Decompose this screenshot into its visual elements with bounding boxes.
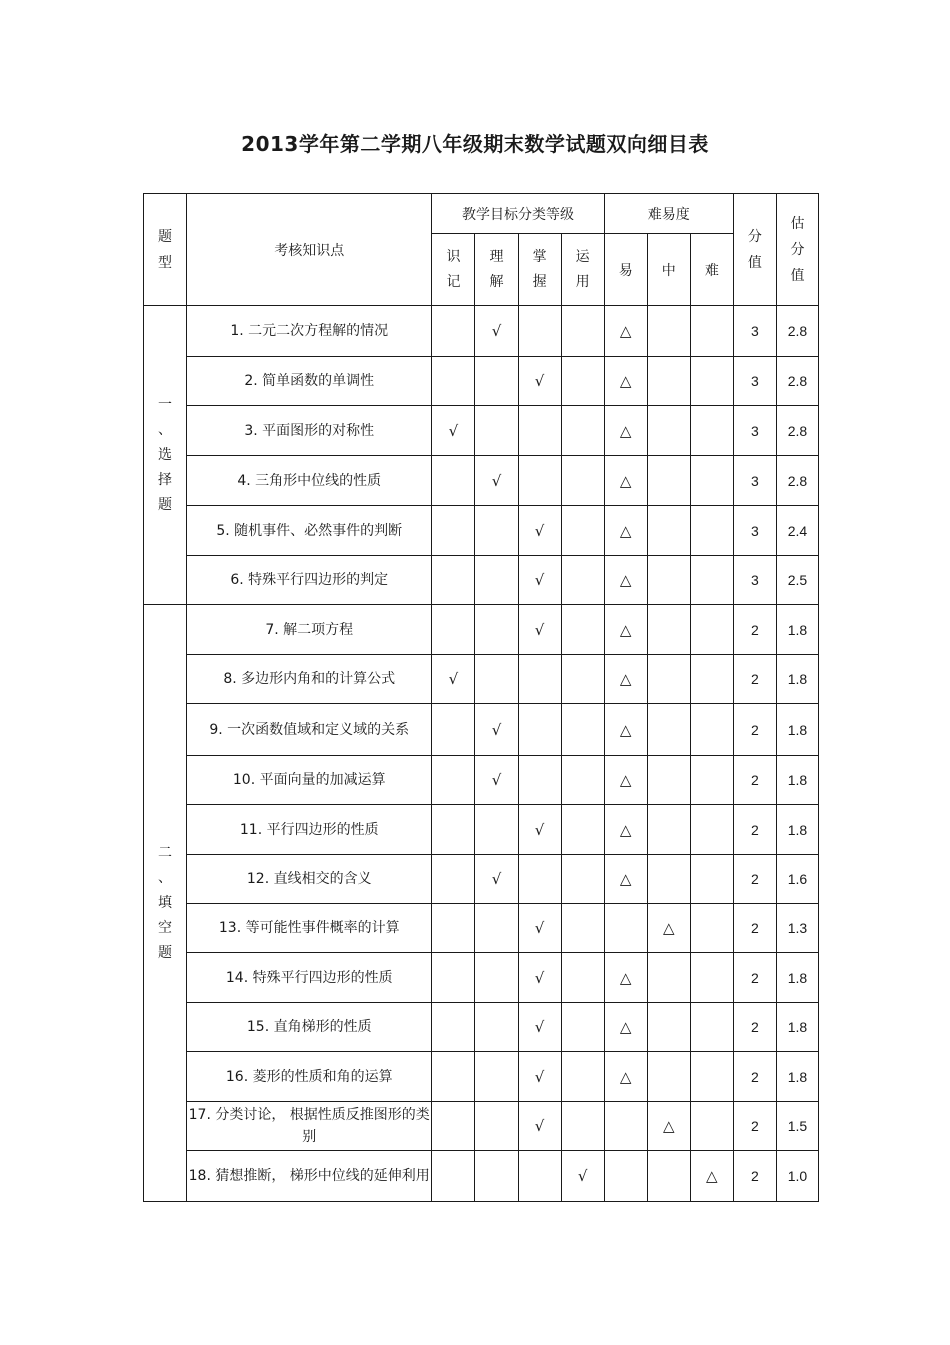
goal-cell (432, 1102, 475, 1151)
table-row (144, 1151, 819, 1202)
difficulty-cell (647, 953, 690, 1003)
topic-cell: 13. 等可能性事件概率的计算 (187, 904, 432, 953)
goal-cell (561, 1003, 604, 1052)
score-cell: 2 (733, 1151, 776, 1202)
goal-cell (432, 655, 475, 704)
estimated-cell: 2.8 (776, 406, 818, 456)
difficulty-cell (604, 406, 647, 456)
goal-cell (432, 357, 475, 406)
goal-cell (561, 357, 604, 406)
triangle-mark: △ (619, 670, 632, 688)
check-mark: √ (491, 322, 502, 340)
table-row (144, 306, 819, 357)
difficulty-cell (604, 306, 647, 357)
check-mark: √ (534, 1067, 545, 1086)
goal-cell (432, 904, 475, 953)
goal-cell (518, 805, 561, 855)
goal-cell (518, 1052, 561, 1102)
table-row (144, 805, 819, 855)
goal-cell (475, 704, 518, 756)
triangle-mark: △ (619, 1067, 632, 1086)
topic-cell: 10. 平面向量的加减运算 (187, 756, 432, 805)
triangle-mark: △ (619, 322, 632, 340)
goal-cell (475, 406, 518, 456)
difficulty-cell (647, 1102, 690, 1151)
section-label-cell (144, 605, 187, 1202)
topic-cell: 2. 简单函数的单调性 (187, 357, 432, 406)
check-mark: √ (534, 919, 545, 937)
estimated-cell: 2.8 (776, 357, 818, 406)
score-cell: 2 (733, 1052, 776, 1102)
goal-cell (561, 805, 604, 855)
difficulty-cell (604, 1052, 647, 1102)
topic-cell: 5. 随机事件、必然事件的判断 (187, 506, 432, 556)
header-knowledge: 考核知识点 (187, 194, 432, 306)
score-cell: 2 (733, 904, 776, 953)
check-mark: √ (534, 1117, 545, 1135)
estimated-cell: 1.8 (776, 605, 818, 655)
table-row (144, 756, 819, 805)
score-cell: 2 (733, 805, 776, 855)
header-score (733, 194, 776, 306)
difficulty-cell (647, 605, 690, 655)
header-score-text: 分 值 (747, 228, 762, 271)
header-goal-apply-text: 运 用 (575, 248, 590, 290)
goal-cell (475, 357, 518, 406)
goal-cell (561, 855, 604, 904)
difficulty-cell (604, 556, 647, 605)
topic-cell: 6. 特殊平行四边形的判定 (187, 556, 432, 605)
table-row (144, 1003, 819, 1052)
check-mark: √ (448, 421, 459, 440)
difficulty-cell (690, 306, 733, 357)
goal-cell (561, 605, 604, 655)
difficulty-cell (690, 1151, 733, 1202)
goal-cell (518, 704, 561, 756)
table-row (144, 904, 819, 953)
estimated-cell: 1.5 (776, 1102, 818, 1151)
triangle-mark: △ (619, 521, 632, 540)
difficulty-cell (690, 704, 733, 756)
table-row (144, 506, 819, 556)
goal-cell (561, 406, 604, 456)
header-estimated (776, 194, 818, 306)
table-row (144, 406, 819, 456)
difficulty-cell (690, 855, 733, 904)
triangle-mark: △ (619, 372, 632, 390)
difficulty-cell (604, 805, 647, 855)
table-row (144, 1102, 819, 1151)
score-cell: 3 (733, 306, 776, 357)
estimated-cell: 1.8 (776, 756, 818, 805)
triangle-mark: △ (619, 771, 632, 789)
difficulty-cell (690, 605, 733, 655)
difficulty-cell (690, 406, 733, 456)
topic-cell: 9. 一次函数值域和定义域的关系 (187, 704, 432, 756)
topic-cell: 7. 解二项方程 (187, 605, 432, 655)
difficulty-cell (604, 456, 647, 506)
difficulty-cell (690, 357, 733, 406)
triangle-mark: △ (706, 1167, 718, 1185)
score-cell: 2 (733, 953, 776, 1003)
difficulty-cell (604, 904, 647, 953)
goal-cell (561, 756, 604, 805)
goal-cell (475, 306, 518, 357)
estimated-cell: 2.5 (776, 556, 818, 605)
header-goal-master-text: 掌 握 (532, 248, 547, 290)
estimated-cell: 1.8 (776, 805, 818, 855)
triangle-mark: △ (619, 1018, 632, 1036)
score-cell: 2 (733, 1102, 776, 1151)
check-mark: √ (534, 820, 545, 839)
difficulty-cell (690, 506, 733, 556)
difficulty-cell (604, 953, 647, 1003)
header-difficulty-hard: 难 (690, 234, 733, 306)
difficulty-cell (647, 904, 690, 953)
triangle-mark: △ (619, 820, 632, 839)
estimated-cell: 1.8 (776, 1003, 818, 1052)
difficulty-cell (647, 357, 690, 406)
check-mark: √ (491, 471, 502, 490)
triangle-mark: △ (619, 471, 632, 490)
goal-cell (518, 605, 561, 655)
estimated-cell: 1.8 (776, 655, 818, 704)
estimated-cell: 1.3 (776, 904, 818, 953)
check-mark: √ (491, 771, 502, 789)
header-type-text: 题 型 (158, 228, 173, 271)
difficulty-cell (604, 506, 647, 556)
goal-cell (518, 357, 561, 406)
difficulty-cell (690, 805, 733, 855)
table-row (144, 953, 819, 1003)
goal-cell (518, 655, 561, 704)
goal-cell (561, 1052, 604, 1102)
difficulty-cell (604, 704, 647, 756)
goal-cell (432, 1151, 475, 1202)
difficulty-cell (690, 904, 733, 953)
table-row (144, 456, 819, 506)
table-row (144, 357, 819, 406)
header-goal-understand-text: 理 解 (489, 248, 504, 290)
goal-cell (475, 556, 518, 605)
topic-cell: 16. 菱形的性质和角的运算 (187, 1052, 432, 1102)
check-mark: √ (534, 571, 545, 589)
score-cell: 3 (733, 406, 776, 456)
triangle-mark: △ (662, 919, 675, 937)
header-type (144, 194, 187, 306)
goal-cell (561, 1102, 604, 1151)
estimated-cell: 2.4 (776, 506, 818, 556)
goal-cell (518, 456, 561, 506)
goal-cell (432, 1052, 475, 1102)
difficulty-cell (690, 756, 733, 805)
check-mark: √ (534, 372, 545, 390)
goal-cell (432, 556, 475, 605)
header-goal-recall-text: 识 记 (446, 248, 461, 290)
header-goal-apply (561, 234, 604, 306)
difficulty-cell (647, 506, 690, 556)
goal-cell (475, 1052, 518, 1102)
goal-cell (432, 805, 475, 855)
goal-cell (561, 704, 604, 756)
difficulty-cell (690, 1003, 733, 1052)
topic-cell: 8. 多边形内角和的计算公式 (187, 655, 432, 704)
header-goal-master (518, 234, 561, 306)
goal-cell (518, 1003, 561, 1052)
difficulty-cell (690, 953, 733, 1003)
goal-cell (561, 953, 604, 1003)
header-estimated-text: 估 分 值 (790, 215, 805, 284)
difficulty-cell (647, 655, 690, 704)
difficulty-cell (647, 456, 690, 506)
score-cell: 2 (733, 855, 776, 904)
section-label-cell (144, 306, 187, 605)
goal-cell (518, 756, 561, 805)
triangle-mark: △ (619, 720, 632, 739)
check-mark: √ (448, 670, 459, 688)
goal-cell (475, 456, 518, 506)
goal-cell (518, 556, 561, 605)
goal-cell (475, 953, 518, 1003)
goal-cell (432, 506, 475, 556)
goal-cell (518, 855, 561, 904)
score-cell: 3 (733, 456, 776, 506)
header-difficulty-medium: 中 (647, 234, 690, 306)
score-cell: 3 (733, 506, 776, 556)
difficulty-cell (690, 556, 733, 605)
goal-cell (561, 506, 604, 556)
table-row (144, 556, 819, 605)
check-mark: √ (491, 720, 502, 739)
difficulty-cell (647, 756, 690, 805)
difficulty-cell (647, 1151, 690, 1202)
goal-cell (432, 953, 475, 1003)
check-mark: √ (534, 620, 545, 639)
goal-cell (518, 306, 561, 357)
topic-cell: 18. 猜想推断， 梯形中位线的延伸利用 (187, 1151, 432, 1202)
topic-cell: 4. 三角形中位线的性质 (187, 456, 432, 506)
difficulty-cell (604, 1151, 647, 1202)
goal-cell (518, 904, 561, 953)
difficulty-cell (604, 655, 647, 704)
page-title: 2013学年第二学期八年级期末数学试题双向细目表 (241, 132, 709, 156)
difficulty-cell (647, 1052, 690, 1102)
goal-cell (432, 456, 475, 506)
score-cell: 2 (733, 756, 776, 805)
goal-cell (475, 904, 518, 953)
triangle-mark: △ (619, 421, 632, 440)
difficulty-cell (647, 406, 690, 456)
header-goal-recall (432, 234, 475, 306)
check-mark: √ (534, 1018, 545, 1036)
goal-cell (561, 655, 604, 704)
header-difficulty-group: 难易度 (604, 194, 733, 234)
check-mark: √ (577, 1167, 588, 1185)
topic-cell: 15. 直角梯形的性质 (187, 1003, 432, 1052)
triangle-mark: △ (619, 571, 632, 589)
table-row (144, 855, 819, 904)
triangle-mark: △ (662, 1117, 675, 1135)
table-row (144, 605, 819, 655)
goal-cell (432, 306, 475, 357)
difficulty-cell (690, 1052, 733, 1102)
section-label: 二 、 填 空 题 (158, 844, 173, 961)
goal-cell (475, 1151, 518, 1202)
goal-cell (432, 605, 475, 655)
topic-cell: 3. 平面图形的对称性 (187, 406, 432, 456)
estimated-cell: 2.8 (776, 456, 818, 506)
score-cell: 3 (733, 556, 776, 605)
header-goal-understand (475, 234, 518, 306)
goal-cell (561, 556, 604, 605)
goal-cell (432, 406, 475, 456)
estimated-cell: 1.0 (776, 1151, 818, 1202)
goal-cell (475, 756, 518, 805)
estimated-cell: 2.8 (776, 306, 818, 357)
table-body (144, 306, 819, 1202)
difficulty-cell (604, 756, 647, 805)
goal-cell (561, 1151, 604, 1202)
difficulty-cell (604, 1003, 647, 1052)
check-mark: √ (534, 521, 545, 540)
difficulty-cell (604, 855, 647, 904)
triangle-mark: △ (619, 968, 632, 987)
goal-cell (518, 953, 561, 1003)
score-cell: 2 (733, 704, 776, 756)
goal-cell (475, 855, 518, 904)
goal-cell (475, 1102, 518, 1151)
triangle-mark: △ (619, 870, 632, 888)
estimated-cell: 1.8 (776, 1052, 818, 1102)
goal-cell (475, 506, 518, 556)
triangle-mark: △ (619, 620, 632, 639)
table-row (144, 655, 819, 704)
difficulty-cell (604, 605, 647, 655)
goal-cell (432, 704, 475, 756)
difficulty-cell (690, 456, 733, 506)
check-mark: √ (491, 870, 502, 888)
goal-cell (518, 1102, 561, 1151)
goal-cell (432, 855, 475, 904)
goal-cell (432, 1003, 475, 1052)
goal-cell (475, 655, 518, 704)
goal-cell (475, 805, 518, 855)
estimated-cell: 1.6 (776, 855, 818, 904)
difficulty-cell (690, 655, 733, 704)
section-label: 一 、 选 择 题 (158, 396, 173, 513)
topic-cell: 11. 平行四边形的性质 (187, 805, 432, 855)
goal-cell (561, 904, 604, 953)
difficulty-cell (604, 357, 647, 406)
goal-cell (475, 605, 518, 655)
header-difficulty-easy: 易 (604, 234, 647, 306)
topic-cell: 12. 直线相交的含义 (187, 855, 432, 904)
topic-cell: 17. 分类讨论， 根据性质反推图形的类别 (187, 1102, 432, 1151)
difficulty-cell (647, 1003, 690, 1052)
difficulty-cell (647, 306, 690, 357)
topic-cell: 1. 二元二次方程解的情况 (187, 306, 432, 357)
check-mark: √ (534, 968, 545, 987)
specification-table (143, 193, 819, 1202)
goal-cell (518, 506, 561, 556)
table-row (144, 704, 819, 756)
topic-cell: 14. 特殊平行四边形的性质 (187, 953, 432, 1003)
table-row (144, 1052, 819, 1102)
estimated-cell: 1.8 (776, 704, 818, 756)
difficulty-cell (647, 855, 690, 904)
goal-cell (475, 1003, 518, 1052)
goal-cell (561, 306, 604, 357)
difficulty-cell (647, 805, 690, 855)
estimated-cell: 1.8 (776, 953, 818, 1003)
difficulty-cell (690, 1102, 733, 1151)
difficulty-cell (647, 704, 690, 756)
score-cell: 3 (733, 357, 776, 406)
difficulty-cell (604, 1102, 647, 1151)
goal-cell (518, 406, 561, 456)
score-cell: 2 (733, 605, 776, 655)
goal-cell (432, 756, 475, 805)
score-cell: 2 (733, 655, 776, 704)
goal-cell (561, 456, 604, 506)
difficulty-cell (647, 556, 690, 605)
header-goal-group: 教学目标分类等级 (432, 194, 604, 234)
score-cell: 2 (733, 1003, 776, 1052)
goal-cell (518, 1151, 561, 1202)
